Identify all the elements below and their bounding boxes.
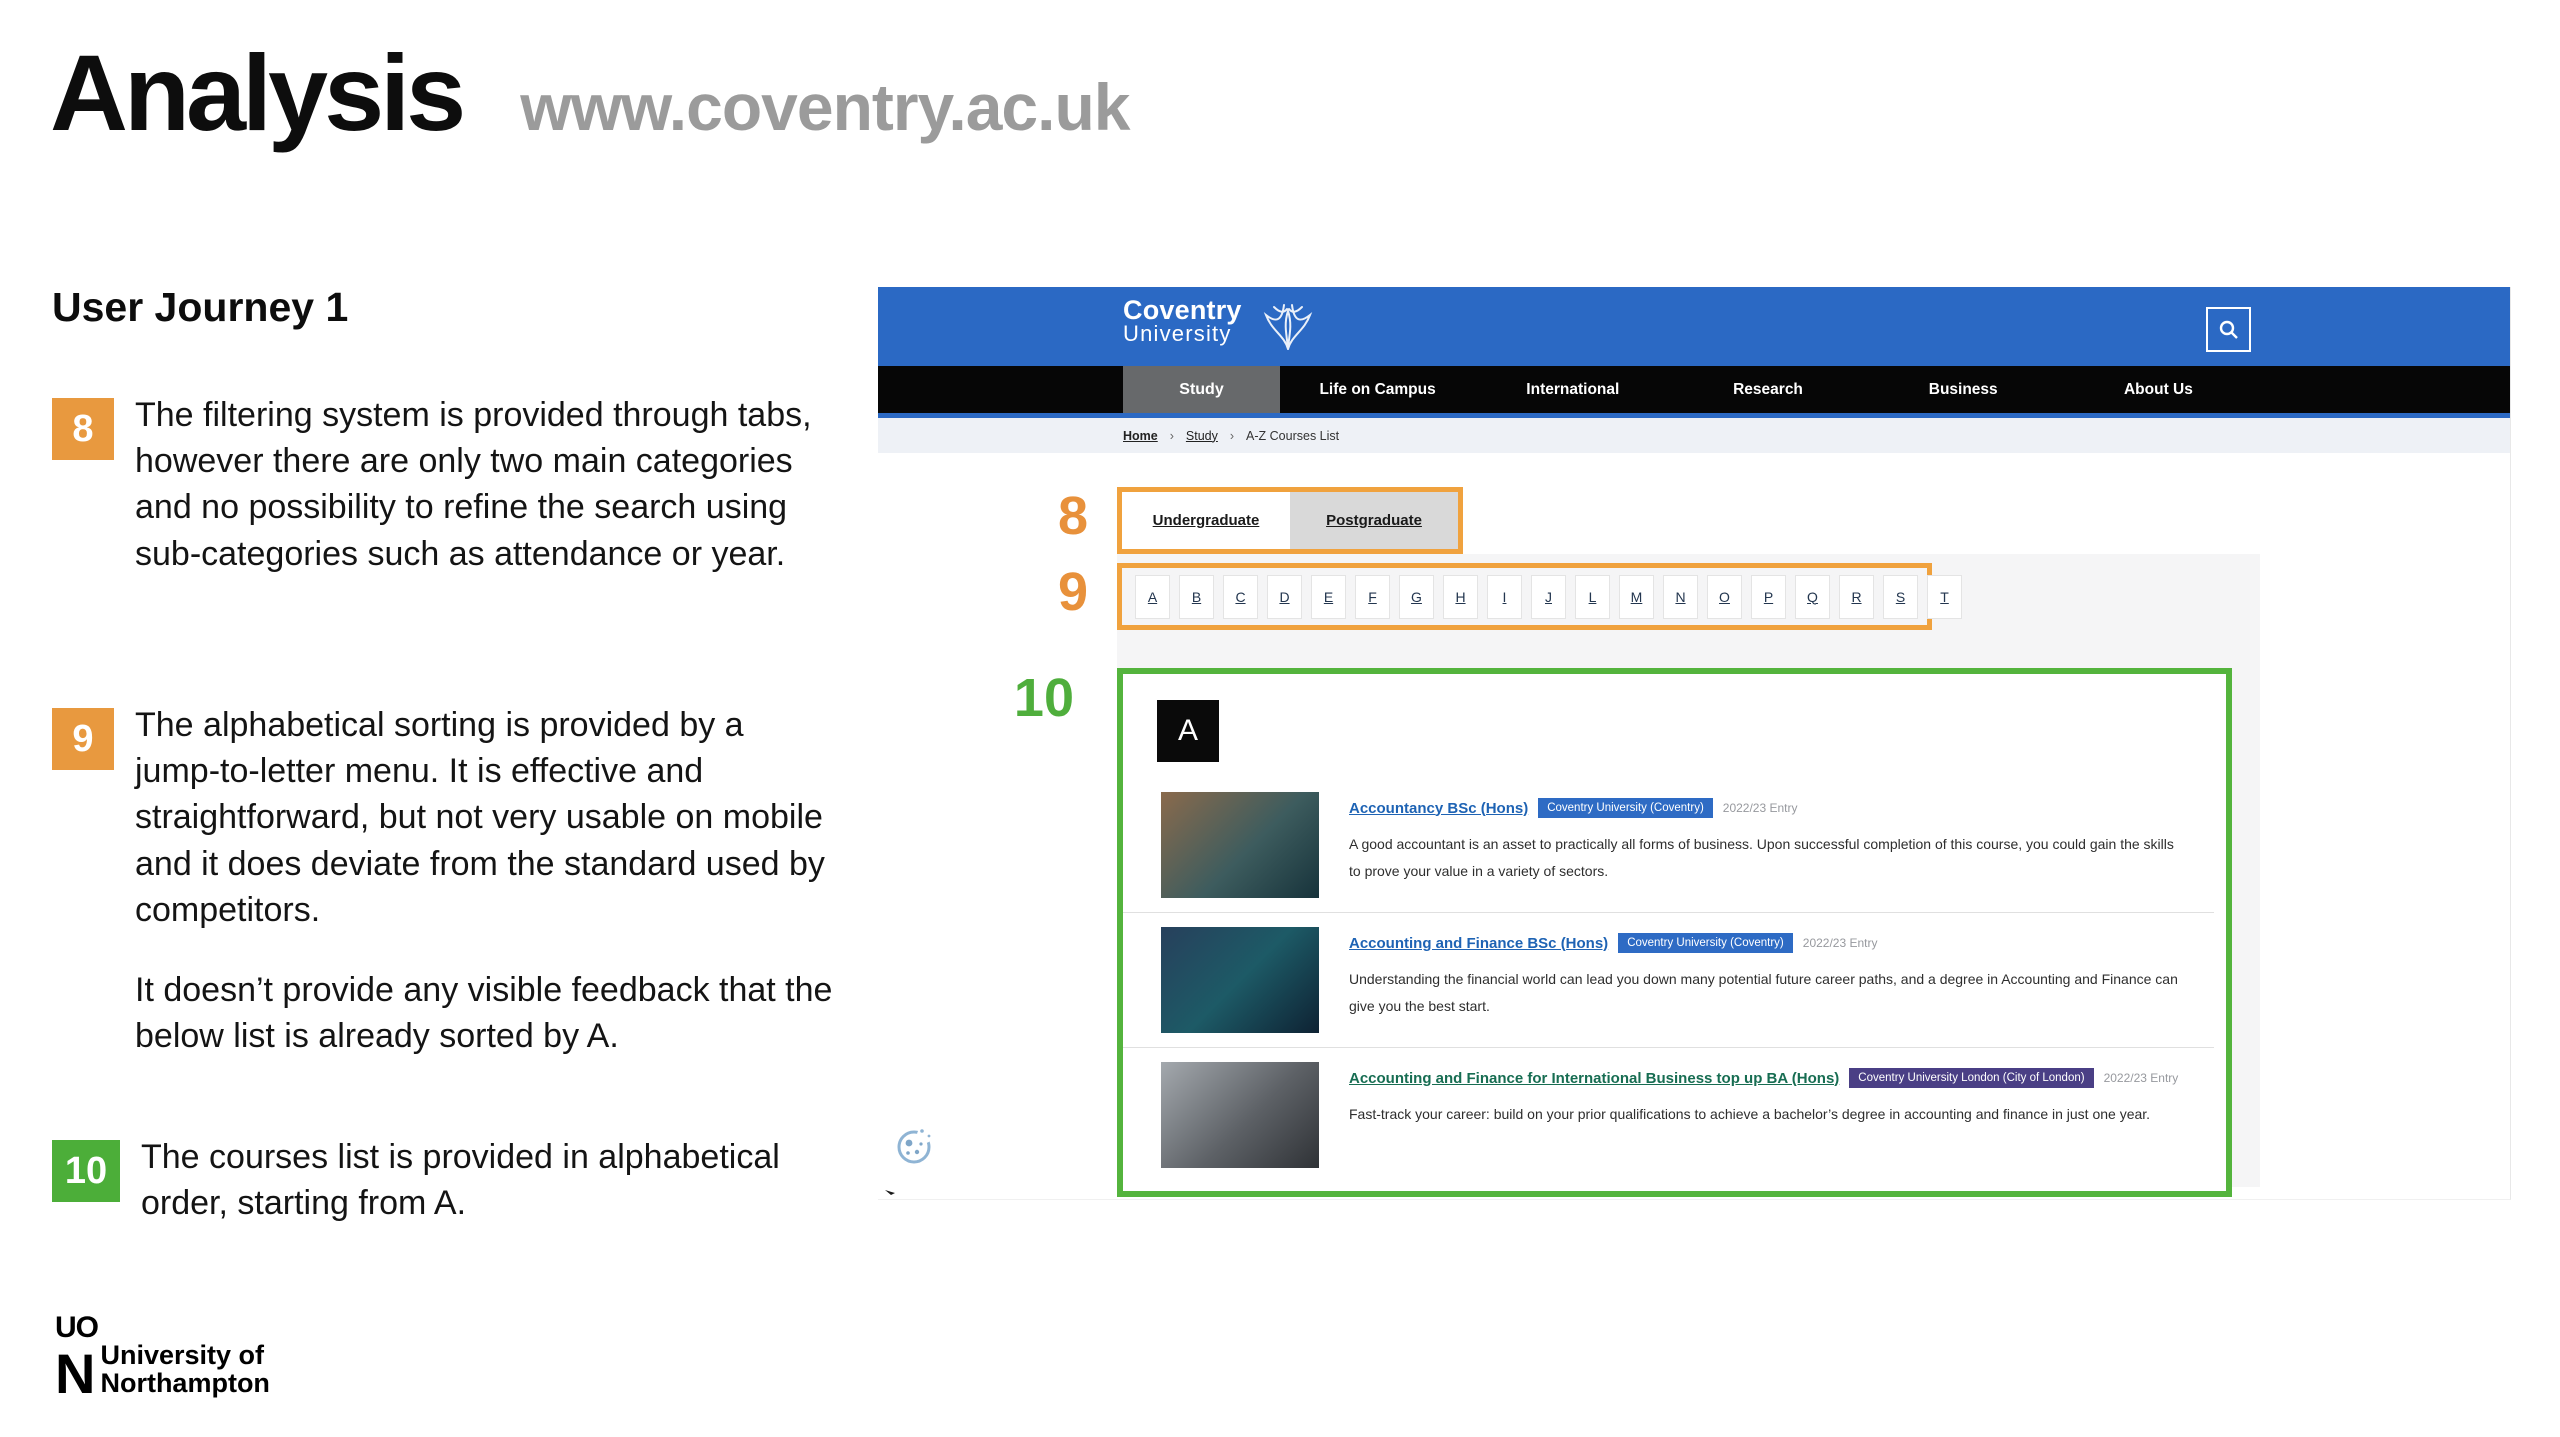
letter-link-n[interactable]: N: [1663, 575, 1698, 619]
letter-link-d[interactable]: D: [1267, 575, 1302, 619]
note-9: [52, 702, 842, 1060]
letter-link-h[interactable]: H: [1443, 575, 1478, 619]
letter-link-g[interactable]: G: [1399, 575, 1434, 619]
course-thumbnail: [1161, 792, 1319, 898]
note-8-badge: 8: [52, 398, 114, 460]
note-10: [52, 1134, 842, 1226]
uon-name-line1: University of: [100, 1340, 264, 1370]
website-screenshot: [878, 287, 2511, 1200]
note-10-badge: 10: [52, 1140, 120, 1202]
course-list-annotation-box: [1117, 668, 2232, 1197]
site-header: [878, 287, 2510, 366]
letter-link-q[interactable]: Q: [1795, 575, 1830, 619]
campus-badge: Coventry University (Coventry): [1618, 933, 1793, 953]
letter-link-f[interactable]: F: [1355, 575, 1390, 619]
course-description: A good accountant is an asset to practically all forms of business. Upon successful completion of this course, you could gain the skills to prove your value in a variety of sectors.: [1349, 836, 2174, 880]
page-title: Analysis: [50, 32, 463, 153]
course-title-link[interactable]: Accountancy BSc (Hons): [1349, 799, 1529, 817]
letter-link-p[interactable]: P: [1751, 575, 1786, 619]
annotation-marker-8: 8: [1057, 486, 1088, 546]
entry-year: 2022/23 Entry: [2103, 1071, 2179, 1085]
uon-mark-uo: UO: [55, 1311, 98, 1344]
breadcrumb-separator: ›: [1169, 428, 1174, 443]
note-8: [52, 392, 842, 577]
course-thumbnail: [1161, 927, 1319, 1033]
annotation-marker-10: 10: [1013, 668, 1074, 728]
letter-link-c[interactable]: C: [1223, 575, 1258, 619]
section-letter-header: A: [1157, 700, 1219, 762]
annotation-marker-9: 9: [1057, 562, 1088, 622]
mouse-cursor-icon: [884, 1180, 902, 1196]
uon-mark-n: N: [55, 1342, 96, 1406]
letter-link-l[interactable]: L: [1575, 575, 1610, 619]
coventry-logo[interactable]: [1123, 297, 1242, 345]
uon-name-line2: Northampton: [100, 1368, 270, 1399]
note-9-badge: 9: [52, 708, 114, 770]
note-10-text: The courses list is provided in alphabetical order, starting from A.: [141, 1138, 780, 1223]
breadcrumb-home[interactable]: Home: [1123, 428, 1158, 443]
note-9-text-2: It doesn’t provide any visible feedback that the below list is already sorted by A.: [135, 971, 833, 1056]
letter-link-s[interactable]: S: [1883, 575, 1918, 619]
nav-item-life-on-campus[interactable]: Life on Campus: [1319, 380, 1436, 398]
coventry-logo-line1: Coventry: [1123, 295, 1242, 325]
letter-link-e[interactable]: E: [1311, 575, 1346, 619]
level-tabs-annotation-box: [1117, 487, 1463, 554]
campus-badge: Coventry University London (City of London): [1849, 1068, 2093, 1088]
course-title-link[interactable]: Accounting and Finance for International Business top up BA (Hons): [1349, 1069, 1840, 1087]
journey-heading: User Journey 1: [52, 284, 349, 330]
nav-item-research[interactable]: Research: [1733, 380, 1803, 398]
course-description: Understanding the financial world can lead you down many potential future career paths, and a degree in Accounting and Finance can give you the best start.: [1349, 971, 2178, 1015]
search-button[interactable]: [2206, 307, 2251, 352]
note-8-text: The filtering system is provided through tabs, however there are only two main categories and no possibility to refine the search using sub-categories such as attendance or year.: [135, 396, 812, 573]
breadcrumb: [878, 418, 2510, 453]
slide-header: [50, 30, 1129, 155]
course-row: [1123, 912, 2214, 1047]
phoenix-emblem-icon: [1262, 293, 1314, 355]
letter-link-j[interactable]: J: [1531, 575, 1566, 619]
tab-undergraduate[interactable]: Undergraduate: [1152, 512, 1260, 529]
coventry-logo-line2: University: [1123, 321, 1232, 347]
letter-link-m[interactable]: M: [1619, 575, 1654, 619]
main-nav: [878, 366, 2510, 413]
breadcrumb-separator: ›: [1229, 428, 1235, 443]
nav-item-international[interactable]: International: [1526, 380, 1620, 398]
uon-logo: [55, 1311, 270, 1406]
letter-link-b[interactable]: B: [1179, 575, 1214, 619]
course-thumbnail: [1161, 1062, 1319, 1168]
letter-menu-annotation-box: [1117, 563, 1949, 630]
course-title-link[interactable]: Accounting and Finance BSc (Hons): [1349, 934, 1609, 952]
search-icon: [2218, 319, 2240, 341]
tab-postgraduate[interactable]: Postgraduate: [1290, 492, 1458, 549]
course-row: [1123, 778, 2214, 912]
letter-link-t[interactable]: T: [1927, 575, 1962, 619]
nav-item-business[interactable]: Business: [1928, 380, 1998, 398]
breadcrumb-current: A-Z Courses List: [1246, 428, 1340, 443]
letter-link-r[interactable]: R: [1839, 575, 1874, 619]
entry-year: 2022/23 Entry: [1722, 801, 1798, 815]
cookie-consent-icon[interactable]: [892, 1123, 938, 1169]
course-row: [1123, 1047, 2214, 1182]
nav-item-about-us[interactable]: About Us: [2123, 380, 2193, 398]
letter-link-a[interactable]: A: [1135, 575, 1170, 619]
campus-badge: Coventry University (Coventry): [1538, 798, 1713, 818]
note-9-text: The alphabetical sorting is provided by a jump-to-letter menu. It is effective and straightforward, but not very usable on mobile and it does deviate from the standard used by competitors.: [135, 706, 825, 929]
letter-link-o[interactable]: O: [1707, 575, 1742, 619]
nav-item-study[interactable]: Study: [1123, 366, 1280, 413]
breadcrumb-study[interactable]: Study: [1185, 428, 1218, 443]
entry-year: 2022/23 Entry: [1802, 936, 1878, 950]
letter-link-i[interactable]: I: [1487, 575, 1522, 619]
site-url: www.coventry.ac.uk: [520, 70, 1130, 144]
course-description: Fast-track your career: build on your prior qualifications to achieve a bachelor’s degree in accounting and finance in just one year.: [1349, 1106, 2151, 1122]
